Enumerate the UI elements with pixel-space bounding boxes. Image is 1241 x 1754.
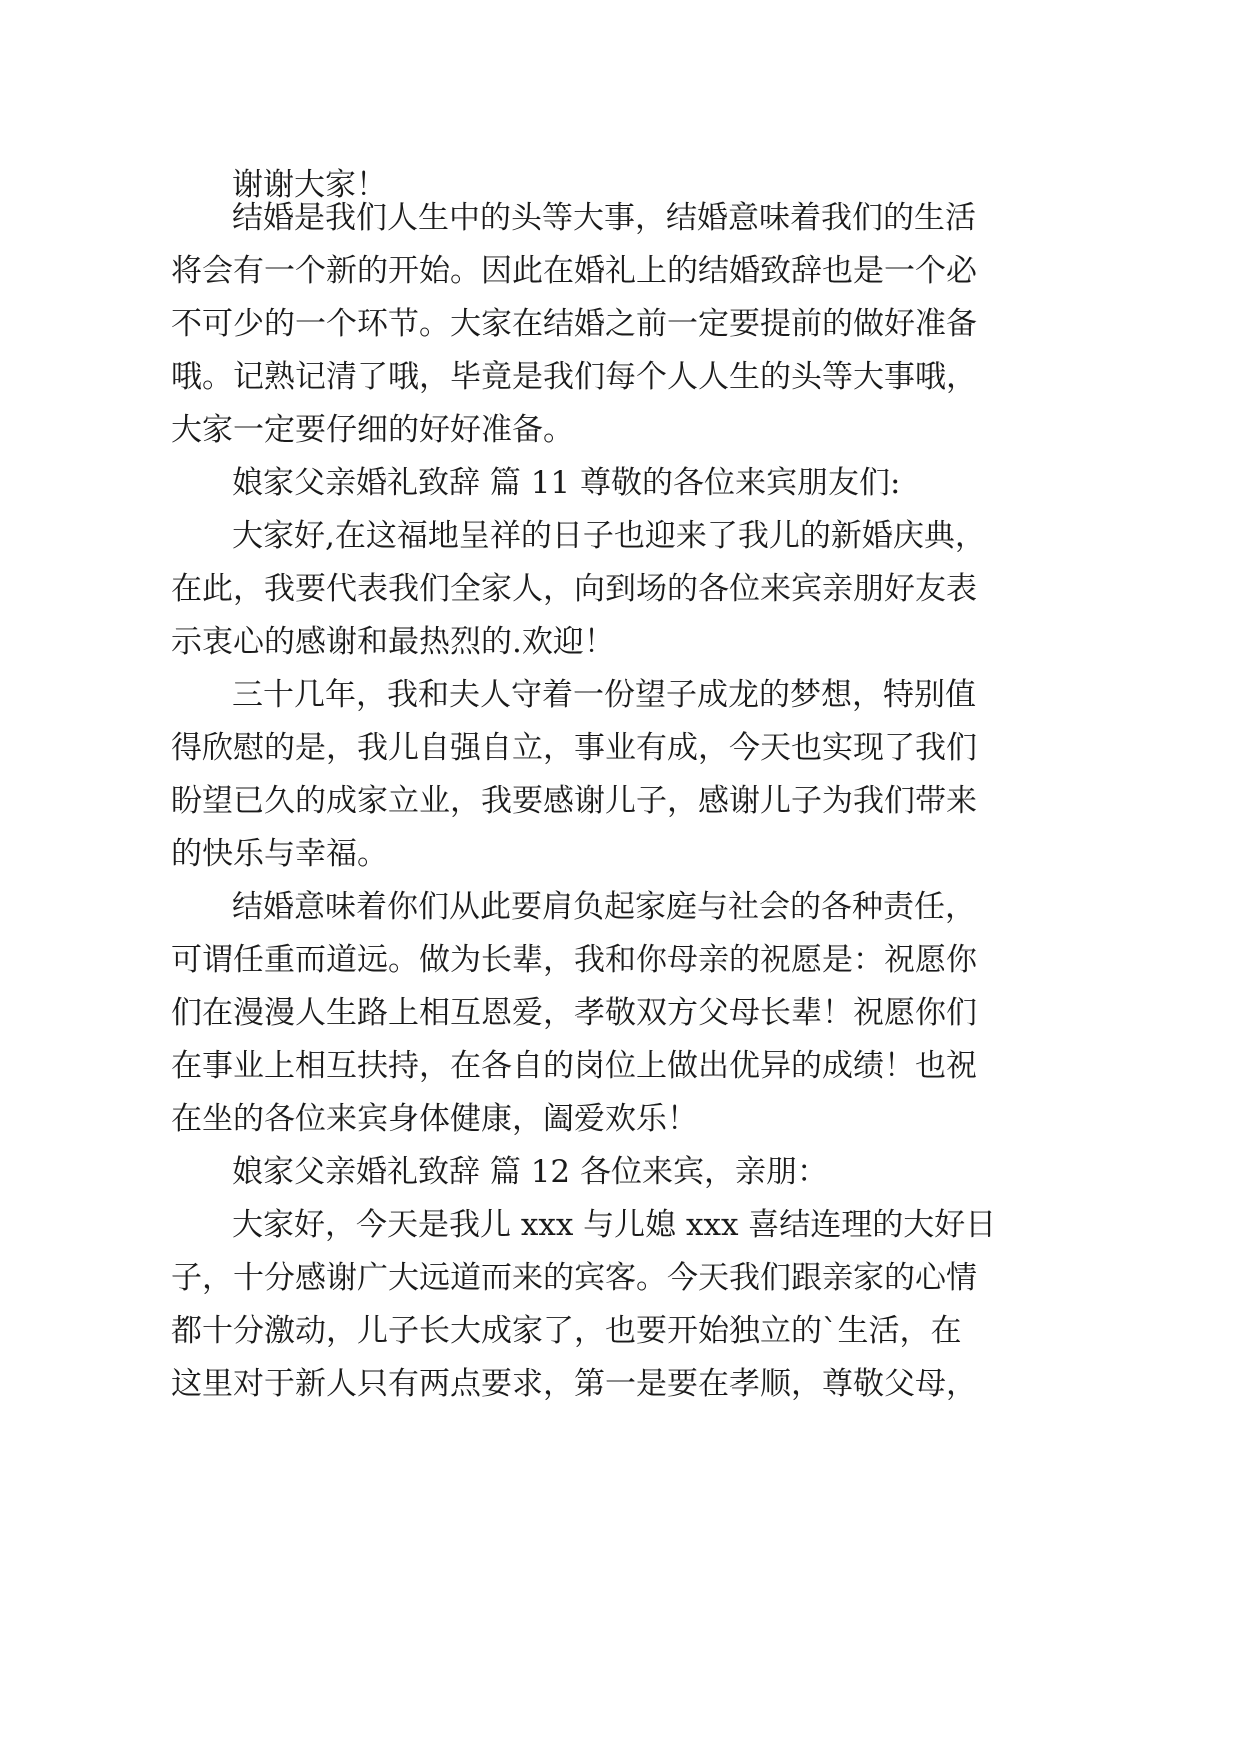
text-line: 结婚意味着你们从此要肩负起家庭与社会的各种责任， <box>232 889 976 925</box>
text-line: 结婚是我们人生中的头等大事，结婚意味着我们的生活 <box>232 200 976 236</box>
text-line: 在此，我要代表我们全家人，向到场的各位来宾亲朋好友表 <box>171 571 977 607</box>
text-line: 将会有一个新的开始。因此在婚礼上的结婚致辞也是一个必 <box>171 253 977 289</box>
text-line: 谢谢大家！ <box>232 167 387 203</box>
text-line: 得欣慰的是，我儿自强自立，事业有成，今天也实现了我们 <box>171 730 977 766</box>
text-line: 不可少的一个环节。大家在结婚之前一定要提前的做好准备 <box>171 306 977 342</box>
text-line: 可谓任重而道远。做为长辈，我和你母亲的祝愿是：祝愿你 <box>171 942 977 978</box>
text-line: 都十分激动，儿子长大成家了，也要开始独立的`生活，在 <box>171 1313 962 1349</box>
text-line: 的快乐与幸福。 <box>171 836 388 872</box>
text-line: 大家好，今天是我儿 xxx 与儿媳 xxx 喜结连理的大好日 <box>232 1207 997 1243</box>
text-line: 盼望已久的成家立业，我要感谢儿子，感谢儿子为我们带来 <box>171 783 977 819</box>
text-line: 这里对于新人只有两点要求，第一是要在孝顺，尊敬父母， <box>171 1366 977 1402</box>
text-line: 哦。记熟记清了哦，毕竟是我们每个人人生的头等大事哦， <box>171 359 977 395</box>
text-line: 子，十分感谢广大远道而来的宾客。今天我们跟亲家的心情 <box>171 1260 977 1296</box>
text-line: 在坐的各位来宾身体健康，阖爱欢乐！ <box>171 1101 698 1137</box>
text-line: 娘家父亲婚礼致辞 篇 11 尊敬的各位来宾朋友们: <box>232 465 901 501</box>
text-line: 大家一定要仔细的好好准备。 <box>171 412 574 448</box>
text-line: 大家好,在这福地呈祥的日子也迎来了我儿的新婚庆典， <box>232 518 986 554</box>
text-line: 们在漫漫人生路上相互恩爱，孝敬双方父母长辈！祝愿你们 <box>171 995 977 1031</box>
text-line: 娘家父亲婚礼致辞 篇 12 各位来宾，亲朋： <box>232 1154 829 1190</box>
text-line: 在事业上相互扶持，在各自的岗位上做出优异的成绩！也祝 <box>171 1048 977 1084</box>
text-line: 示衷心的感谢和最热烈的.欢迎！ <box>171 624 615 660</box>
text-line: 三十几年，我和夫人守着一份望子成龙的梦想，特别值 <box>232 677 976 713</box>
